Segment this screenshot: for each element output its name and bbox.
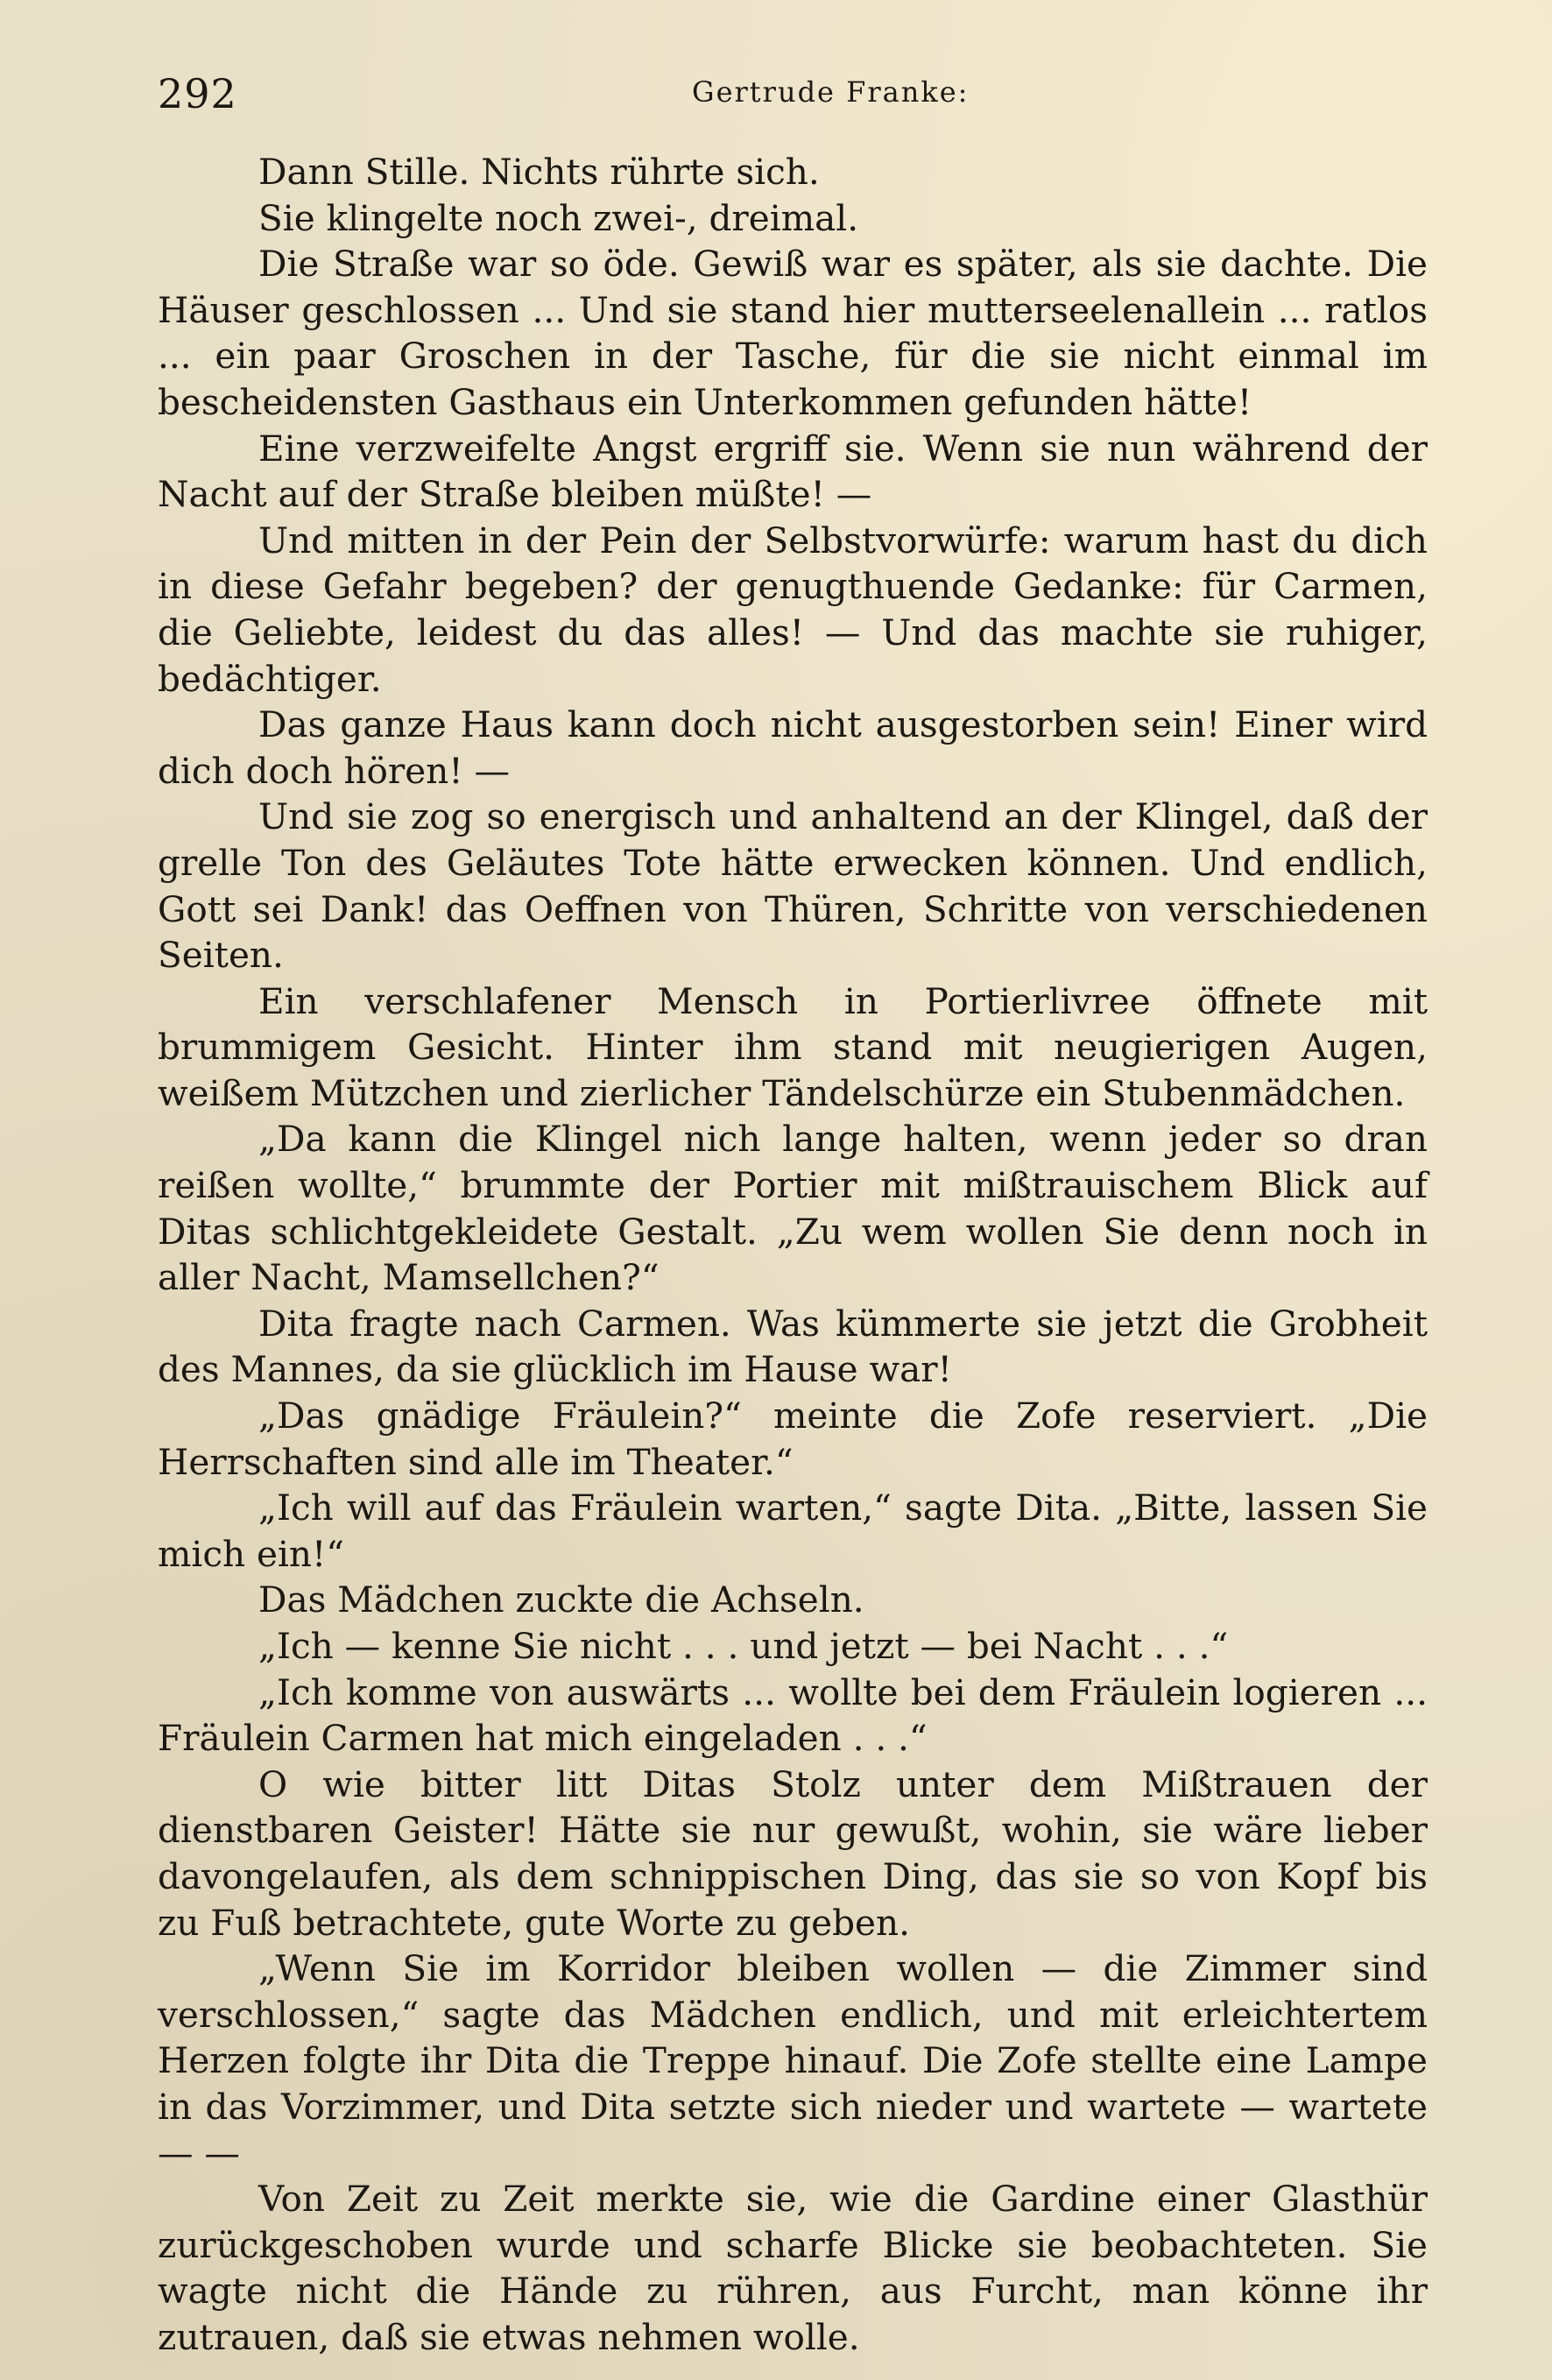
- paragraph: Dann Stille. Nichts rührte sich.: [258, 151, 820, 193]
- running-title: Gertrude Franke:: [692, 75, 970, 109]
- paragraph: Und mitten in der Pein der Selbstvorwürfe: warum hast du dich in diese Gefahr begeben? der genugthuende Gedanke: für Carmen, die Geliebte, leidest du das alles! — Und das machte sie ruhiger, bedächtiger.: [158, 519, 1428, 700]
- paragraph: „Ich will auf das Fräulein warten,“ sagte Dita. „Bitte, lassen Sie mich ein!“: [158, 1487, 1428, 1575]
- paragraph: „Ich komme von auswärts ... wollte bei dem Fräulein logieren ... Fräulein Carmen hat mich eingeladen . . .“: [158, 1670, 1428, 1760]
- paragraph: Die Straße war so öde. Gewiß war es später, als sie dachte. Die Häuser geschlossen ... Und sie stand hier mutterseelenallein ... ratlos ... ein paar Groschen in der Tasche, für die sie nicht einmal im bescheidensten Gasthaus ein Unterkommen gefunden hätte!: [158, 243, 1428, 423]
- page-number: 292: [158, 70, 237, 117]
- paragraph: Ein verschlafener Mensch in Portierlivree öffnete mit brummigem Gesicht. Hinter ihm stand mit neugierigen Augen, weißem Mützchen und zierlicher Tändelschürze ein Stubenmädchen.: [158, 979, 1428, 1114]
- running-head: [158, 61, 1428, 149]
- paragraph: „Ich — kenne Sie nicht . . . und jetzt — bei Nacht . . .“: [258, 1625, 1229, 1667]
- paragraph: Das Mädchen zuckte die Achseln.: [258, 1578, 864, 1621]
- paragraph: Sie klingelte noch zwei-, dreimal.: [258, 196, 859, 239]
- book-page: [158, 61, 1428, 2361]
- paragraph: Von Zeit zu Zeit merkte sie, wie die Gardine einer Glasthür zurückgeschoben wurde und scharfe Blicke sie beobachteten. Sie wagte nicht die Hände zu rühren, aus Furcht, man könne ihr zutrauen, daß sie etwas nehmen wolle.: [158, 2178, 1428, 2358]
- paragraph: „Wenn Sie im Korridor bleiben wollen — die Zimmer sind verschlossen,“ sagte das Mädchen endlich, und mit erleichtertem Herzen folgte ihr Dita die Treppe hinauf. Die Zofe stellte eine Lampe in das Vorzimmer, und Dita setzte sich nieder und wartete — wartete — —: [158, 1947, 1428, 2174]
- paragraph: Das ganze Haus kann doch nicht ausgestorben sein! Einer wird dich doch hören! —: [158, 703, 1428, 792]
- paragraph: Eine verzweifelte Angst ergriff sie. Wenn sie nun während der Nacht auf der Straße bleiben müßte! —: [158, 427, 1428, 516]
- paragraph: Und sie zog so energisch und anhaltend an der Klingel, daß der grelle Ton des Geläutes Tote hätte erwecken können. Und endlich, Gott sei Dank! das Oeffnen von Thüren, Schritte von verschiedenen Seiten.: [158, 795, 1428, 977]
- paragraph: „Da kann die Klingel nich lange halten, wenn jeder so dran reißen wollte,“ brummte der Portier mit mißtrauischem Blick auf Ditas schlichtgekleidete Gestalt. „Zu wem wollen Sie denn noch in aller Nacht, Mamsellchen?“: [158, 1118, 1428, 1299]
- body-text: [158, 149, 1428, 2361]
- paragraph: „Das gnädige Fräulein?“ meinte die Zofe reserviert. „Die Herrschaften sind alle im Theater.“: [158, 1395, 1428, 1483]
- paragraph: Dita fragte nach Carmen. Was kümmerte sie jetzt die Grobheit des Mannes, da sie glücklich im Hause war!: [158, 1302, 1428, 1391]
- paragraph: O wie bitter litt Ditas Stolz unter dem Mißtrauen der dienstbaren Geister! Hätte sie nur gewußt, wohin, sie wäre lieber davongelaufen, als dem schnippischen Ding, das sie so von Kopf bis zu Fuß betrachtete, gute Worte zu geben.: [158, 1762, 1428, 1944]
